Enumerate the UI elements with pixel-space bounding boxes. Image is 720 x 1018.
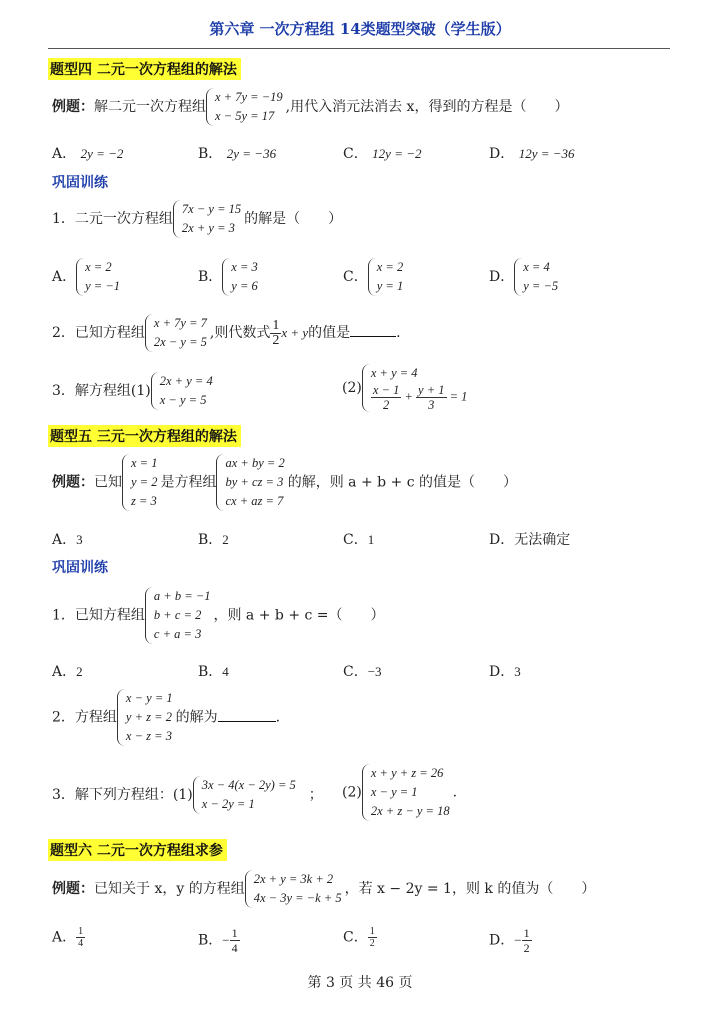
option-c[interactable]: C．−3	[343, 664, 382, 680]
example-prefix: 解二元一次方程组	[94, 99, 206, 115]
option-c[interactable]: C．1	[343, 532, 375, 548]
answer-blank[interactable]	[350, 336, 396, 337]
s5-question-1: 1．已知方程组 a + b = −1 b + c = 2 c + a = 3 ，则 a + b + c =（ ）	[52, 587, 385, 644]
option-c[interactable]: C． x = 2 y = 1	[343, 258, 406, 296]
section-title-5: 题型五 三元一次方程组的解法	[48, 425, 241, 447]
s4-example	[52, 88, 568, 126]
option-d[interactable]: D．3	[489, 664, 521, 680]
s5-question-3-part2: (2) x + y + z = 26 x − y = 1 2x + z − y = 18 .	[342, 764, 457, 821]
training-label: 巩固训练	[52, 175, 108, 191]
s4-question-2: 2．已知方程组 x + 7y = 7 2x − y = 5 ,则代数式 $\frac{1}{2}$ x + y的值是 .	[52, 314, 401, 352]
option-a[interactable]: A． 2y = −2	[52, 146, 124, 162]
page-footer: 第 3 页 共 46 页	[307, 975, 413, 991]
s6-example: 例题：已知关于 x，y 的方程组 2x + y = 3k + 2 4x − 3y = −k + 5 ，若 x − 2y = 1，则 k 的值为（ ）	[52, 870, 595, 908]
section-title-4: 题型四 二元一次方程组的解法	[48, 58, 241, 80]
s5-example: 例题：已知 x = 1 y = 2 z = 3 是方程组 ax + by = 2 by + cz = 3 cx + az = 7 的解，则 a + b + c 的值是（ ）	[52, 454, 517, 511]
equation-system: x + 7y = 7 2x − y = 5	[145, 314, 210, 352]
training-label: 巩固训练	[52, 560, 108, 576]
option-c[interactable]: C． 12y = −2	[343, 146, 422, 162]
header-divider	[48, 48, 670, 49]
option-d[interactable]: D． x = 4 y = −5	[489, 258, 561, 296]
option-d[interactable]: D． 12y = −36	[489, 146, 575, 162]
s4-question-3-part1: 3．解方程组(1) 2x + y = 4 x − y = 5	[52, 372, 216, 410]
option-a[interactable]: A． $\frac{1}{4}$	[52, 926, 84, 949]
option-b[interactable]: B． x = 3 y = 6	[198, 258, 261, 296]
equation-system: x + 7y = −19 x − 5y = 17	[206, 88, 286, 126]
option-d[interactable]: D．无法确定	[489, 532, 571, 548]
option-b[interactable]: B． 2y = −36	[198, 146, 277, 162]
option-c[interactable]: C． $\frac{1}{2}$	[343, 926, 375, 949]
s4-question-3-part2: (2) x + y = 4 $\frac{x - 1}{2}$ + $\frac{y + 1}{3}$ = 1	[342, 364, 470, 412]
page-header: 第六章 一次方程组 14类题型突破（学生版）	[209, 20, 511, 38]
section-title-6: 题型六 二元一次方程组求参	[48, 839, 227, 861]
s4-question-1: 1．二元一次方程组 7x − y = 15 2x + y = 3 的解是（ ）	[52, 200, 342, 238]
s5-question-3-part1: 3．解下列方程组：(1) 3x − 4(x − 2y) = 5 x − 2y = 1 ；	[52, 776, 323, 814]
option-a[interactable]: A． x = 2 y = −1	[52, 258, 123, 296]
answer-blank[interactable]	[218, 721, 276, 722]
example-label: 例题：	[52, 99, 94, 115]
example-suffix: ,用代入消元法消去 x，得到的方程是（ ）	[285, 99, 569, 115]
option-b[interactable]: B．4	[198, 664, 229, 680]
option-a[interactable]: A．3	[52, 532, 83, 548]
option-b[interactable]: B．− $\frac{1}{4}$	[198, 926, 238, 955]
equation-system: 7x − y = 15 2x + y = 3	[173, 200, 244, 238]
option-d[interactable]: D．− $\frac{1}{2}$	[489, 926, 530, 955]
option-a[interactable]: A．2	[52, 664, 83, 680]
option-b[interactable]: B．2	[198, 532, 229, 548]
s5-question-2: 2．方程组 x − y = 1 y + z = 2 x − z = 3 的解为 .	[52, 689, 280, 746]
